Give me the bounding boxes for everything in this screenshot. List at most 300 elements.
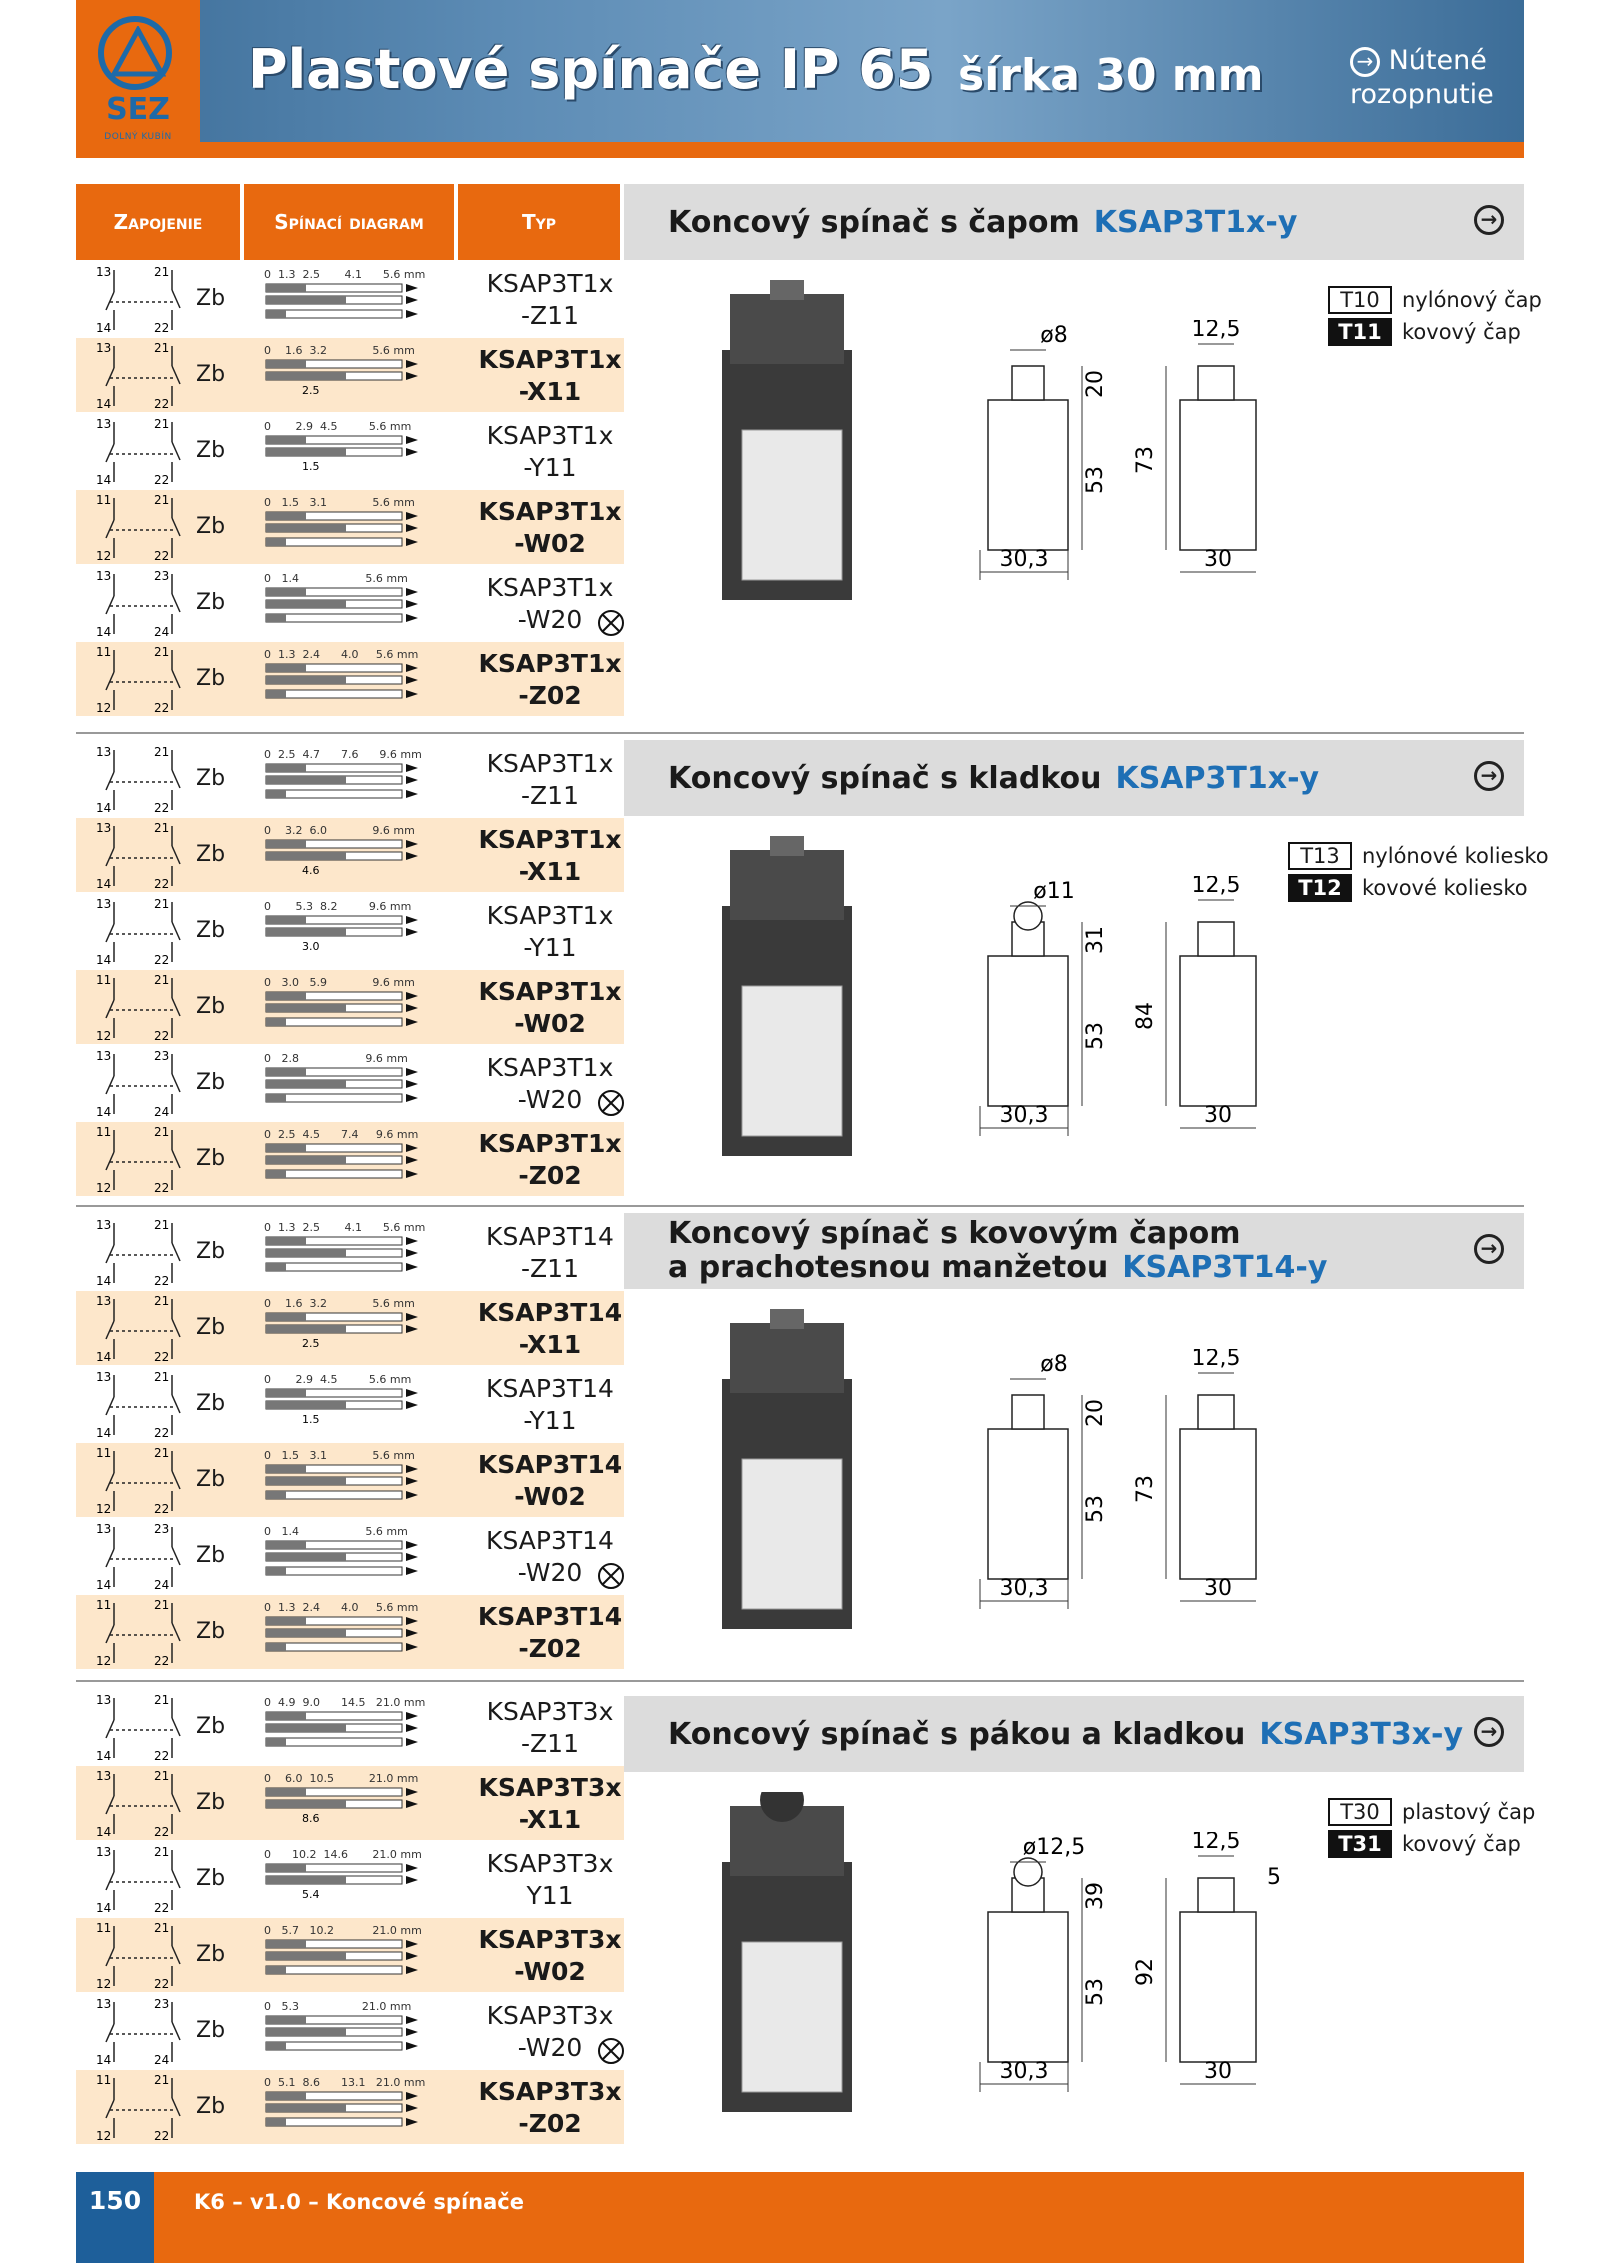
terminal-label: 24 — [154, 2053, 170, 2067]
wiring-cell — [76, 1443, 196, 1517]
terminal-label: 13 — [96, 1997, 112, 2011]
arrow-icon — [406, 538, 418, 546]
type-line1: KSAP3T1x — [486, 749, 614, 778]
table-row — [76, 742, 624, 816]
terminal-label: 13 — [96, 341, 112, 355]
diagram-bar-fill — [266, 776, 346, 784]
type-line1: KSAP3T1x — [486, 269, 614, 298]
section-separator — [76, 732, 1524, 734]
terminal-label: 14 — [96, 1901, 112, 1915]
legend-item — [1288, 840, 1549, 872]
diagram-ticks: 0 1.3 2.5 4.1 5.6 mm — [264, 1221, 426, 1234]
dim-diameter: ø8 — [1040, 323, 1068, 348]
terminal-label: 24 — [154, 625, 170, 639]
diagram-bar-fill — [266, 1643, 286, 1651]
type-line1: KSAP3T1x — [486, 421, 614, 450]
section-title-bar — [624, 740, 1524, 816]
terminal-label: 11 — [96, 2073, 112, 2087]
terminal-label: 21 — [154, 1446, 170, 1460]
type-line1: KSAP3T3x — [478, 1773, 622, 1802]
terminal-label: 22 — [154, 1426, 170, 1440]
type-label — [476, 1449, 624, 1513]
switching-diagram — [242, 822, 442, 888]
type-line2: -X11 — [518, 1805, 582, 1834]
arrow-icon — [406, 1864, 418, 1872]
diagram-bar-fill — [266, 524, 346, 532]
dim-top-height: 20 — [1083, 1399, 1108, 1427]
terminal-label: 21 — [154, 265, 170, 279]
section-title-bar — [624, 1696, 1524, 1772]
section-code: KSAP3T3x-y — [1259, 1716, 1464, 1752]
terminal-label: 22 — [154, 877, 170, 891]
arrow-icon — [406, 360, 418, 368]
section-title-line1: Koncový spínač s kovovým čapom — [668, 1216, 1241, 1251]
arrow-icon — [406, 1094, 418, 1102]
dim-body-height: 53 — [1083, 1978, 1108, 2006]
diagram-bar-fill — [266, 1712, 306, 1720]
arrow-icon — [406, 1313, 418, 1321]
wiring-cell — [76, 1046, 196, 1120]
legend — [1288, 840, 1549, 904]
diagram-bar-fill — [266, 1156, 346, 1164]
diagram-bar-fill — [266, 1800, 346, 1808]
type-line2: -X11 — [518, 1330, 582, 1359]
dim-width: 30,3 — [999, 2059, 1049, 2084]
terminal-label: 22 — [154, 1274, 170, 1288]
diagram-bar-fill — [266, 1004, 346, 1012]
diagram-ticks: 0 1.6 3.2 5.6 mm — [264, 344, 415, 357]
diagram-bar-fill — [266, 436, 306, 444]
diagram-bar-fill — [266, 2016, 306, 2024]
wiring-symbol — [76, 1918, 196, 1992]
dim-top-height: 20 — [1083, 370, 1108, 398]
wiring-symbol — [76, 742, 196, 816]
diagram-ticks: 0 2.5 4.5 7.4 9.6 mm — [264, 1128, 419, 1141]
table-row — [76, 1046, 624, 1120]
diagram-ticks: 0 3.2 6.0 9.6 mm — [264, 824, 415, 837]
arrow-icon — [406, 1541, 418, 1549]
diagram-ticks: 0 6.0 10.5 21.0 mm — [264, 1772, 419, 1785]
zb-label: Zb — [196, 918, 226, 943]
diagram-subvalue: 1.5 — [302, 460, 320, 473]
terminal-label: 22 — [154, 1825, 170, 1839]
arrow-icon — [406, 2092, 418, 2100]
terminal-label: 12 — [96, 2129, 112, 2143]
diagram-bar-fill — [266, 2028, 346, 2036]
logo-triangle-icon — [110, 26, 166, 80]
type-line2: -W20 — [517, 1085, 583, 1114]
table-row — [76, 818, 624, 892]
diagram-bar-fill — [266, 1617, 306, 1625]
switching-diagram — [242, 1447, 442, 1513]
type-line2: -Z02 — [518, 2109, 582, 2138]
wiring-cell — [76, 970, 196, 1044]
legend-text: plastový čap — [1402, 1800, 1536, 1824]
dimension-drawing — [970, 1349, 1300, 1639]
type-label — [476, 1924, 624, 1988]
zb-label: Zb — [196, 1790, 226, 1815]
arrow-icon — [406, 600, 418, 608]
terminal-label: 14 — [96, 953, 112, 967]
arrow-icon — [406, 1738, 418, 1746]
type-line2: -X11 — [518, 857, 582, 886]
zb-label: Zb — [196, 1619, 226, 1644]
arrow-icon — [406, 448, 418, 456]
type-line2: -Z11 — [521, 301, 579, 330]
terminal-label: 13 — [96, 1049, 112, 1063]
dim-side-top: 12,5 — [1191, 1349, 1241, 1371]
dim-extra: 5 — [1267, 1865, 1281, 1890]
diagram-bar-fill — [266, 360, 306, 368]
arrow-icon — [406, 1237, 418, 1245]
diagram-bar-fill — [266, 1389, 306, 1397]
arrow-icon — [406, 1249, 418, 1257]
diagram-bar-fill — [266, 1094, 286, 1102]
arrow-icon — [406, 916, 418, 924]
column-header-wiring: Zapojenie — [76, 184, 240, 260]
logo-text: SEZ — [106, 92, 170, 127]
type-line1: KSAP3T1x — [478, 497, 622, 526]
terminal-label: 13 — [96, 897, 112, 911]
zb-label: Zb — [196, 1866, 226, 1891]
section-title: Koncový spínač s čapom — [668, 204, 1080, 240]
type-line1: KSAP3T14 — [486, 1222, 614, 1251]
legend — [1328, 1796, 1535, 1860]
dim-body-height: 53 — [1083, 1495, 1108, 1523]
dim-side-top: 12,5 — [1191, 876, 1241, 898]
type-line1: KSAP3T1x — [478, 1129, 622, 1158]
type-line2: -W20 — [517, 2033, 583, 2062]
switching-diagram — [242, 1922, 442, 1988]
diagram-bar-fill — [266, 2092, 306, 2100]
type-line1: KSAP3T1x — [486, 1053, 614, 1082]
wiring-symbol — [76, 1443, 196, 1517]
arrow-icon — [406, 1080, 418, 1088]
diagram-bar-fill — [266, 614, 286, 622]
diagram-bar-fill — [266, 840, 306, 848]
table-row — [76, 1215, 624, 1289]
switching-diagram — [242, 646, 442, 712]
diagram-bar-fill — [266, 664, 306, 672]
type-line2: -W02 — [514, 1482, 586, 1511]
terminal-label: 13 — [96, 417, 112, 431]
legend-tag: T30 — [1328, 1798, 1392, 1826]
terminal-label: 12 — [96, 1654, 112, 1668]
wiring-symbol — [76, 894, 196, 968]
diagram-bar-fill — [266, 1567, 286, 1575]
terminal-label: 21 — [154, 493, 170, 507]
arrow-icon — [406, 2104, 418, 2112]
wiring-symbol — [76, 818, 196, 892]
arrow-icon — [406, 310, 418, 318]
legend-item — [1288, 872, 1549, 904]
arrow-icon — [406, 512, 418, 520]
diagram-bar-fill — [266, 790, 286, 798]
dim-side-top: 12,5 — [1191, 320, 1241, 342]
diagram-ticks: 0 1.4 5.6 mm — [264, 572, 408, 585]
product-photo — [712, 1792, 862, 2122]
diagram-bar-fill — [266, 310, 286, 318]
type-line2: -W02 — [514, 529, 586, 558]
wiring-cell — [76, 1215, 196, 1289]
wiring-cell — [76, 1918, 196, 1992]
arrow-icon — [406, 1952, 418, 1960]
arrow-icon — [406, 1018, 418, 1026]
type-line2: -Y11 — [523, 933, 577, 962]
diagram-bar — [266, 1094, 402, 1102]
table-row — [76, 1842, 624, 1916]
wiring-cell — [76, 566, 196, 640]
wiring-symbol — [76, 566, 196, 640]
arrow-icon — [406, 1156, 418, 1164]
diagram-bar-fill — [266, 1313, 306, 1321]
diagram-bar-fill — [266, 600, 346, 608]
table-row — [76, 1690, 624, 1764]
diagram-bar-fill — [266, 1249, 346, 1257]
terminal-label: 21 — [154, 1693, 170, 1707]
type-line2: -W02 — [514, 1957, 586, 1986]
terminal-label: 21 — [154, 1370, 170, 1384]
type-line1: KSAP3T1x — [486, 901, 614, 930]
arrow-icon — [406, 614, 418, 622]
diagram-bar-fill — [266, 1966, 286, 1974]
diagram-bar-fill — [266, 2118, 286, 2126]
type-line1: KSAP3T3x — [478, 2077, 622, 2106]
arrow-icon — [406, 764, 418, 772]
type-line2: Y11 — [526, 1881, 574, 1910]
zb-label: Zb — [196, 2094, 226, 2119]
diagram-bar — [266, 2042, 402, 2050]
wiring-cell — [76, 490, 196, 564]
type-label — [476, 1297, 624, 1361]
diagram-subvalue: 2.5 — [302, 384, 320, 397]
terminal-label: 11 — [96, 1921, 112, 1935]
type-line2: -Z02 — [518, 681, 582, 710]
type-label — [476, 496, 624, 560]
terminal-label: 21 — [154, 1218, 170, 1232]
diagram-ticks: 0 1.3 2.4 4.0 5.6 mm — [264, 1601, 419, 1614]
dim-total-height: 84 — [1133, 1002, 1158, 1030]
arrow-icon — [406, 992, 418, 1000]
legend-text: kovové koliesko — [1362, 876, 1528, 900]
legend-text: nylónové koliesko — [1362, 844, 1549, 868]
arrow-circle-icon: → — [1474, 1234, 1504, 1264]
wiring-cell — [76, 1519, 196, 1593]
switching-diagram — [242, 418, 442, 484]
zb-label: Zb — [196, 2018, 226, 2043]
legend-text: nylónový čap — [1402, 288, 1542, 312]
arrow-icon — [406, 1263, 418, 1271]
diagram-bar — [266, 614, 402, 622]
type-line2: -W20 — [517, 1558, 583, 1587]
switching-diagram — [242, 1295, 442, 1361]
legend-item — [1328, 316, 1542, 348]
diagram-bar-fill — [266, 372, 346, 380]
arrow-icon — [406, 1712, 418, 1720]
wiring-symbol — [76, 1519, 196, 1593]
table-row — [76, 490, 624, 564]
zb-label: Zb — [196, 1942, 226, 1967]
table-row — [76, 1443, 624, 1517]
type-label — [476, 1221, 624, 1285]
diagram-bar-fill — [266, 1491, 286, 1499]
wiring-symbol — [76, 1215, 196, 1289]
arrow-circle-icon: → — [1474, 1717, 1504, 1747]
dimension-drawing — [970, 320, 1300, 610]
switching-diagram — [242, 898, 442, 964]
terminal-label: 14 — [96, 1578, 112, 1592]
arrow-icon — [406, 2042, 418, 2050]
type-label — [476, 824, 624, 888]
switching-diagram — [242, 1523, 442, 1589]
wiring-symbol — [76, 1766, 196, 1840]
section-title-bar — [624, 184, 1524, 260]
diagram-bar-fill — [266, 1541, 306, 1549]
terminal-label: 14 — [96, 1825, 112, 1839]
wiring-cell — [76, 414, 196, 488]
legend-text: kovový čap — [1402, 1832, 1521, 1856]
terminal-label: 21 — [154, 973, 170, 987]
terminal-label: 12 — [96, 1181, 112, 1195]
section-code: KSAP3T14-y — [1122, 1250, 1328, 1285]
legend-item — [1328, 284, 1542, 316]
diagram-bar — [266, 1170, 402, 1178]
type-line2: -Y11 — [523, 453, 577, 482]
arrow-icon — [406, 2016, 418, 2024]
arrow-icon — [406, 372, 418, 380]
arrow-icon — [406, 1170, 418, 1178]
diagram-bar — [266, 1966, 402, 1974]
diagram-bar-fill — [266, 588, 306, 596]
switching-diagram — [242, 1219, 442, 1285]
type-line1: KSAP3T1x — [478, 345, 622, 374]
table-row — [76, 894, 624, 968]
arrow-icon — [406, 524, 418, 532]
dim-side-top: 12,5 — [1191, 1832, 1241, 1854]
type-label — [476, 2076, 624, 2140]
dim-total-height: 73 — [1133, 446, 1158, 474]
wiring-cell — [76, 642, 196, 716]
terminal-label: 21 — [154, 1125, 170, 1139]
diagram-ticks: 0 1.4 5.6 mm — [264, 1525, 408, 1538]
terminal-label: 14 — [96, 1749, 112, 1763]
type-label — [476, 648, 624, 712]
terminal-label: 12 — [96, 549, 112, 563]
type-label — [476, 344, 624, 408]
switching-diagram — [242, 570, 442, 636]
zb-label: Zb — [196, 666, 226, 691]
type-line1: KSAP3T3x — [486, 1697, 614, 1726]
arrow-icon — [406, 1940, 418, 1948]
terminal-label: 11 — [96, 1125, 112, 1139]
table-row — [76, 642, 624, 716]
arrow-icon — [406, 1477, 418, 1485]
terminal-label: 11 — [96, 645, 112, 659]
zb-label: Zb — [196, 1146, 226, 1171]
diagram-bar-fill — [266, 852, 346, 860]
diagram-bar — [266, 690, 402, 698]
wiring-cell — [76, 1766, 196, 1840]
zb-label: Zb — [196, 1391, 226, 1416]
diagram-bar-fill — [266, 1465, 306, 1473]
switching-diagram — [242, 2074, 442, 2140]
wiring-symbol — [76, 1690, 196, 1764]
dim-top-height: 39 — [1083, 1882, 1108, 1910]
zb-label: Zb — [196, 994, 226, 1019]
diagram-bar-fill — [266, 928, 346, 936]
wiring-cell — [76, 1842, 196, 1916]
arrow-icon — [406, 1617, 418, 1625]
terminal-label: 21 — [154, 1921, 170, 1935]
terminal-label: 12 — [96, 701, 112, 715]
table-row — [76, 262, 624, 336]
dim-total-height: 73 — [1133, 1475, 1158, 1503]
wiring-cell — [76, 742, 196, 816]
diagram-ticks: 0 1.6 3.2 5.6 mm — [264, 1297, 415, 1310]
table-row — [76, 1519, 624, 1593]
dim-width: 30,3 — [999, 1576, 1049, 1601]
section-separator — [76, 1680, 1524, 1682]
zb-label: Zb — [196, 362, 226, 387]
dim-body-height: 53 — [1083, 466, 1108, 494]
terminal-label: 13 — [96, 1522, 112, 1536]
terminal-label: 22 — [154, 473, 170, 487]
terminal-label: 11 — [96, 973, 112, 987]
arrow-icon — [406, 1068, 418, 1076]
diagram-bar-fill — [266, 690, 286, 698]
diagram-subvalue: 3.0 — [302, 940, 320, 953]
terminal-label: 24 — [154, 1578, 170, 1592]
diagram-subvalue: 2.5 — [302, 1337, 320, 1350]
terminal-label: 23 — [154, 1049, 170, 1063]
arrow-icon — [406, 1876, 418, 1884]
diagram-ticks: 0 4.9 9.0 14.5 21.0 mm — [264, 1696, 426, 1709]
diagram-bar-fill — [266, 1401, 346, 1409]
diagram-bar — [266, 2118, 402, 2126]
wiring-symbol — [76, 490, 196, 564]
product-photo — [712, 1309, 862, 1639]
terminal-label: 23 — [154, 569, 170, 583]
type-line1: KSAP3T14 — [486, 1526, 614, 1555]
arrow-icon — [406, 1004, 418, 1012]
table-row — [76, 1766, 624, 1840]
terminal-label: 14 — [96, 321, 112, 335]
arrow-icon — [406, 852, 418, 860]
diagram-bar-fill — [266, 1263, 286, 1271]
wiring-cell — [76, 2070, 196, 2144]
diagram-bar-fill — [266, 1952, 346, 1960]
diagram-bar-fill — [266, 1068, 306, 1076]
diagram-ticks: 0 2.9 4.5 5.6 mm — [264, 1373, 412, 1386]
terminal-label: 21 — [154, 417, 170, 431]
wiring-cell — [76, 1994, 196, 2068]
zb-label: Zb — [196, 590, 226, 615]
crossed-circle-icon — [596, 1088, 626, 1118]
diagram-bar-fill — [266, 764, 306, 772]
arrow-icon — [406, 664, 418, 672]
table-row — [76, 1918, 624, 1992]
diagram-bar-fill — [266, 2104, 346, 2112]
arrow-icon — [406, 1800, 418, 1808]
terminal-label: 13 — [96, 821, 112, 835]
terminal-label: 14 — [96, 2053, 112, 2067]
arrow-icon — [406, 2118, 418, 2126]
terminal-label: 14 — [96, 801, 112, 815]
diagram-ticks: 0 5.3 21.0 mm — [264, 2000, 412, 2013]
zb-label: Zb — [196, 1543, 226, 1568]
arrow-icon — [406, 1788, 418, 1796]
dim-diameter: ø12,5 — [1022, 1835, 1086, 1860]
